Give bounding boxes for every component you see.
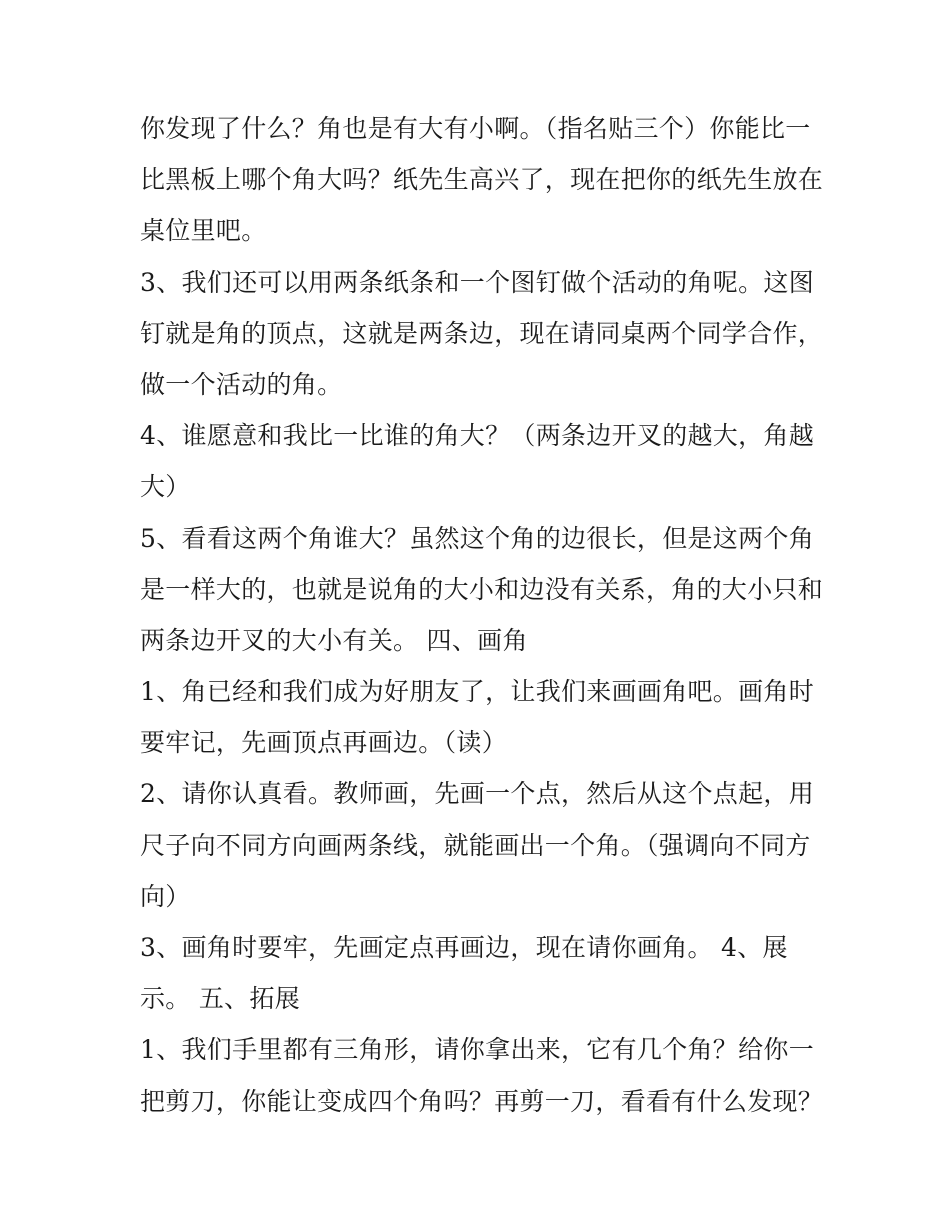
text-line: 尺子向不同方向画两条线，就能画出一个角。（强调向不同方 bbox=[140, 830, 811, 860]
text-line: 3、画角时要牢，先画定点再画边，现在请你画角。 4、展 bbox=[140, 933, 788, 962]
text-line: 3、我们还可以用两条纸条和一个图钉做个活动的角呢。这图 bbox=[140, 267, 815, 297]
text-line: 4、谁愿意和我比一比谁的角大？（两条边开叉的越大，角越 bbox=[140, 421, 815, 451]
text-line: 1、我们手里都有三角形，请你拿出来，它有几个角？给你一 bbox=[140, 1035, 815, 1065]
text-line: 2、请你认真看。教师画，先画一个点，然后从这个点起，用 bbox=[140, 779, 815, 809]
text-line: 你发现了什么？角也是有大有小啊。（指名贴三个）你能比一 bbox=[140, 114, 811, 143]
text-line: 做一个活动的角。 bbox=[140, 369, 343, 399]
text-line: 1、角已经和我们成为好朋友了，让我们来画画角吧。画角时 bbox=[140, 677, 815, 707]
text-line: 要牢记，先画顶点再画边。（读） bbox=[140, 728, 508, 758]
text-line: 钉就是角的顶点，这就是两条边，现在请同桌两个同学合作， bbox=[140, 318, 824, 348]
text-line: 是一样大的，也就是说角的大小和边没有关系，角的大小只和 bbox=[140, 574, 824, 604]
text-line: 比黑板上哪个角大吗？纸先生高兴了，现在把你的纸先生放在 bbox=[140, 165, 824, 195]
document-body bbox=[140, 103, 830, 1127]
text-line: 桌位里吧。 bbox=[140, 216, 267, 246]
text-line: 两条边开叉的大小有关。 四、画角 bbox=[140, 625, 528, 655]
text-line: 向） bbox=[140, 881, 191, 911]
text-line: 示。 五、拓展 bbox=[140, 984, 301, 1014]
text-line: 5、看看这两个角谁大？虽然这个角的边很长，但是这两个角 bbox=[140, 523, 815, 553]
text-line: 大） bbox=[140, 472, 191, 502]
text-line: 把剪刀，你能让变成四个角吗？再剪一刀，看看有什么发现？ bbox=[140, 1086, 824, 1116]
